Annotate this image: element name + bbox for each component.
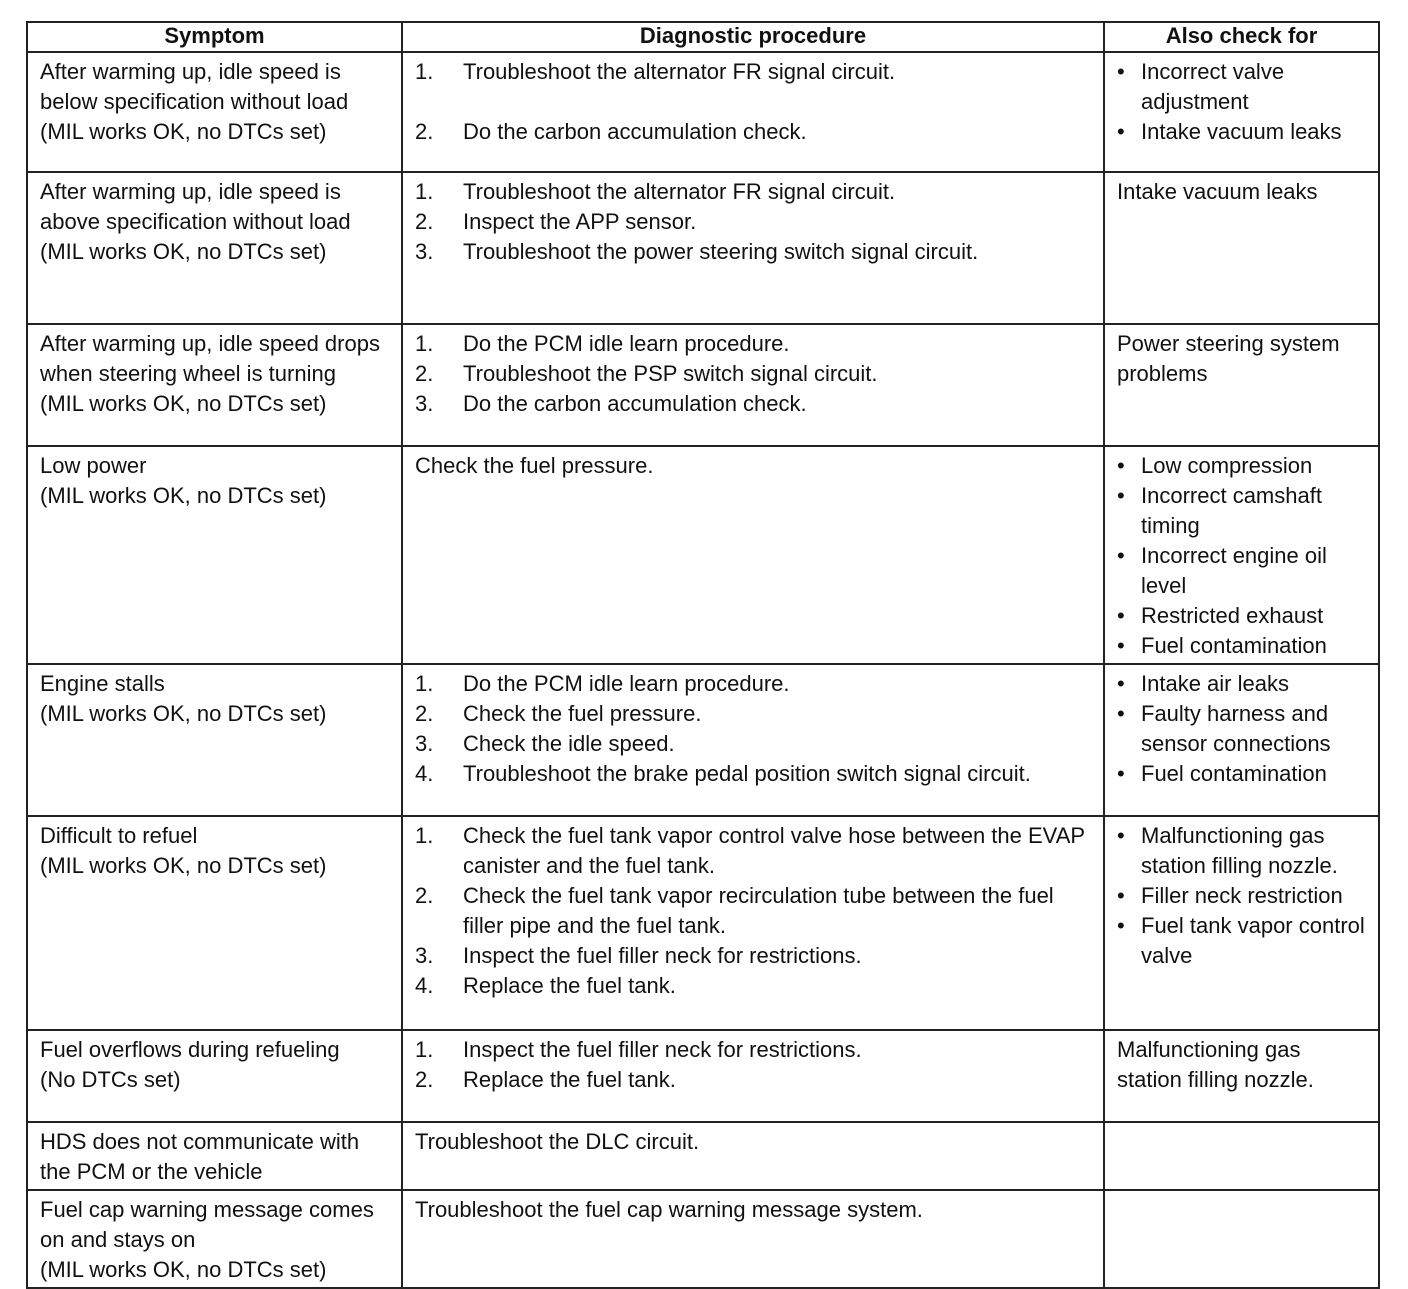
procedure-step [415, 117, 1095, 147]
also-check-list [1117, 669, 1370, 789]
step-number: 2. [415, 361, 434, 386]
also-check-text: Fuel contamination [1141, 633, 1327, 658]
symptom-text: (MIL works OK, no DTCs set) [40, 239, 327, 264]
procedure-step [415, 1065, 1095, 1095]
symptom-text: After warming up, idle speed drops when steering wheel is turning [40, 331, 380, 386]
table-row [27, 1030, 1379, 1122]
bullet-icon: • [1117, 453, 1125, 478]
also-check-cell [1104, 172, 1379, 324]
step-text: Check the fuel pressure. [463, 701, 702, 726]
step-text: Troubleshoot the brake pedal position switch signal circuit. [463, 761, 1031, 786]
symptom-cell [27, 816, 402, 1030]
also-check-text: Filler neck restriction [1141, 883, 1343, 908]
procedure-step [415, 57, 1095, 87]
also-check-text: Incorrect valve adjustment [1141, 59, 1285, 114]
procedure-step [415, 941, 1095, 971]
step-text: Check the idle speed. [463, 731, 675, 756]
bullet-icon: • [1117, 761, 1125, 786]
symptom-text: (MIL works OK, no DTCs set) [40, 483, 327, 508]
procedure-steps [415, 821, 1095, 1001]
step-number: 1. [415, 179, 434, 204]
also-check-cell [1104, 1030, 1379, 1122]
also-check-text: Malfunctioning gas station filling nozzle. [1141, 823, 1338, 878]
symptom-cell [27, 1122, 402, 1190]
procedure-cell [402, 1030, 1104, 1122]
also-check-text: Fuel contamination [1141, 761, 1327, 786]
procedure-text: Troubleshoot the fuel cap warning message system. [415, 1197, 923, 1222]
procedure-text: Troubleshoot the DLC circuit. [415, 1129, 700, 1154]
symptom-cell [27, 664, 402, 816]
bullet-icon: • [1117, 913, 1125, 938]
also-check-text: Fuel tank vapor control valve [1141, 913, 1365, 968]
symptom-cell [27, 1030, 402, 1122]
bullet-icon: • [1117, 633, 1125, 658]
symptom-cell [27, 324, 402, 446]
procedure-steps [415, 57, 1095, 147]
step-number: 3. [415, 731, 434, 756]
troubleshooting-table-page [26, 21, 1378, 1289]
symptom-text: Fuel overflows during refueling [40, 1037, 340, 1062]
bullet-icon: • [1117, 119, 1125, 144]
step-text: Troubleshoot the PSP switch signal circuit. [463, 361, 878, 386]
symptom-text: Fuel cap warning message comes on and stays on [40, 1197, 374, 1252]
step-number: 1. [415, 823, 434, 848]
also-check-item [1117, 911, 1370, 971]
also-check-text: Intake air leaks [1141, 671, 1289, 696]
procedure-cell [402, 664, 1104, 816]
table-row [27, 1122, 1379, 1190]
also-check-list [1117, 451, 1370, 661]
bullet-icon: • [1117, 543, 1125, 568]
also-check-cell [1104, 1190, 1379, 1288]
procedure-cell [402, 1190, 1104, 1288]
also-check-text: Incorrect camshaft timing [1141, 483, 1322, 538]
table-row [27, 324, 1379, 446]
step-number: 3. [415, 239, 434, 264]
also-check-item [1117, 481, 1370, 541]
symptom-text: Difficult to refuel [40, 823, 198, 848]
step-number: 2. [415, 701, 434, 726]
also-check-text: Power steering system problems [1117, 331, 1340, 386]
also-check-item [1117, 601, 1370, 631]
procedure-cell [402, 172, 1104, 324]
symptom-text: (MIL works OK, no DTCs set) [40, 391, 327, 416]
header-symptom: Symptom [27, 22, 402, 52]
symptom-cell [27, 52, 402, 172]
also-check-cell [1104, 324, 1379, 446]
procedure-step [415, 821, 1095, 881]
table-row [27, 52, 1379, 172]
table-row [27, 664, 1379, 816]
step-number: 1. [415, 59, 434, 84]
also-check-item [1117, 57, 1370, 117]
step-text: Do the carbon accumulation check. [463, 391, 807, 416]
procedure-cell [402, 324, 1104, 446]
bullet-icon: • [1117, 483, 1125, 508]
table-row [27, 172, 1379, 324]
procedure-step [415, 1035, 1095, 1065]
also-check-list [1117, 821, 1370, 971]
symptom-text: Low power [40, 453, 147, 478]
procedure-step [415, 207, 1095, 237]
also-check-item [1117, 451, 1370, 481]
procedure-cell [402, 446, 1104, 664]
symptom-troubleshooting-table [26, 21, 1380, 1289]
procedure-steps [415, 177, 1095, 267]
step-number: 3. [415, 391, 434, 416]
also-check-cell [1104, 446, 1379, 664]
symptom-text: Engine stalls [40, 671, 165, 696]
procedure-step [415, 699, 1095, 729]
procedure-text: Check the fuel pressure. [415, 453, 654, 478]
table-row [27, 816, 1379, 1030]
also-check-list [1117, 57, 1370, 147]
symptom-text: (MIL works OK, no DTCs set) [40, 853, 327, 878]
step-number: 2. [415, 1067, 434, 1092]
bullet-icon: • [1117, 823, 1125, 848]
step-number: 2. [415, 119, 434, 144]
also-check-item [1117, 881, 1370, 911]
also-check-text: Malfunctioning gas station filling nozzle. [1117, 1037, 1314, 1092]
bullet-icon: • [1117, 671, 1125, 696]
procedure-step [415, 329, 1095, 359]
procedure-step [415, 971, 1095, 1001]
procedure-steps [415, 1035, 1095, 1095]
step-text: Inspect the fuel filler neck for restrictions. [463, 943, 862, 968]
symptom-cell [27, 1190, 402, 1288]
table-row [27, 446, 1379, 664]
also-check-text: Restricted exhaust [1141, 603, 1324, 628]
also-check-text: Low compression [1141, 453, 1313, 478]
also-check-text: Intake vacuum leaks [1141, 119, 1342, 144]
procedure-step [415, 759, 1095, 789]
also-check-text: Incorrect engine oil level [1141, 543, 1327, 598]
symptom-text: HDS does not communicate with the PCM or the vehicle [40, 1129, 360, 1184]
step-number: 2. [415, 883, 434, 908]
bullet-icon: • [1117, 883, 1125, 908]
also-check-cell [1104, 816, 1379, 1030]
step-text: Troubleshoot the alternator FR signal circuit. [463, 179, 896, 204]
also-check-text: Intake vacuum leaks [1117, 179, 1318, 204]
step-number: 1. [415, 671, 434, 696]
step-number: 4. [415, 761, 434, 786]
also-check-cell [1104, 1122, 1379, 1190]
step-text: Do the PCM idle learn procedure. [463, 671, 790, 696]
step-text: Inspect the fuel filler neck for restrictions. [463, 1037, 862, 1062]
symptom-text: (MIL works OK, no DTCs set) [40, 119, 327, 144]
also-check-cell [1104, 52, 1379, 172]
header-row [27, 22, 1379, 52]
also-check-item [1117, 631, 1370, 661]
symptom-text: (MIL works OK, no DTCs set) [40, 701, 327, 726]
step-text: Troubleshoot the power steering switch signal circuit. [463, 239, 979, 264]
also-check-item [1117, 117, 1370, 147]
procedure-step [415, 729, 1095, 759]
procedure-cell [402, 52, 1104, 172]
step-number: 1. [415, 1037, 434, 1062]
also-check-item [1117, 669, 1370, 699]
procedure-step [415, 177, 1095, 207]
also-check-item [1117, 541, 1370, 601]
step-text: Troubleshoot the alternator FR signal circuit. [463, 59, 896, 84]
procedure-step [415, 359, 1095, 389]
procedure-steps [415, 329, 1095, 419]
step-text: Check the fuel tank vapor recirculation tube between the fuel filler pipe and the fuel tank. [463, 883, 1054, 938]
step-text: Replace the fuel tank. [463, 973, 676, 998]
procedure-cell [402, 1122, 1104, 1190]
procedure-steps [415, 669, 1095, 789]
step-text: Do the PCM idle learn procedure. [463, 331, 790, 356]
step-text: Replace the fuel tank. [463, 1067, 676, 1092]
also-check-item [1117, 699, 1370, 759]
symptom-cell [27, 172, 402, 324]
bullet-icon: • [1117, 701, 1125, 726]
symptom-text: (No DTCs set) [40, 1067, 181, 1092]
procedure-step [415, 389, 1095, 419]
table-row [27, 1190, 1379, 1288]
step-text: Inspect the APP sensor. [463, 209, 697, 234]
header-also-check-for: Also check for [1104, 22, 1379, 52]
step-text: Do the carbon accumulation check. [463, 119, 807, 144]
procedure-cell [402, 816, 1104, 1030]
step-text: Check the fuel tank vapor control valve hose between the EVAP canister and the fuel tank. [463, 823, 1085, 878]
bullet-icon: • [1117, 59, 1125, 84]
step-number: 2. [415, 209, 434, 234]
header-diagnostic-procedure: Diagnostic procedure [402, 22, 1104, 52]
symptom-text: (MIL works OK, no DTCs set) [40, 1257, 327, 1282]
step-number: 1. [415, 331, 434, 356]
symptom-text: After warming up, idle speed is below specification without load [40, 59, 349, 114]
also-check-item [1117, 821, 1370, 881]
procedure-step [415, 881, 1095, 941]
step-number: 4. [415, 973, 434, 998]
procedure-step [415, 237, 1095, 267]
step-number: 3. [415, 943, 434, 968]
symptom-text: After warming up, idle speed is above specification without load [40, 179, 351, 234]
bullet-icon: • [1117, 603, 1125, 628]
symptom-cell [27, 446, 402, 664]
also-check-cell [1104, 664, 1379, 816]
also-check-item [1117, 759, 1370, 789]
procedure-step [415, 669, 1095, 699]
also-check-text: Faulty harness and sensor connections [1141, 701, 1331, 756]
